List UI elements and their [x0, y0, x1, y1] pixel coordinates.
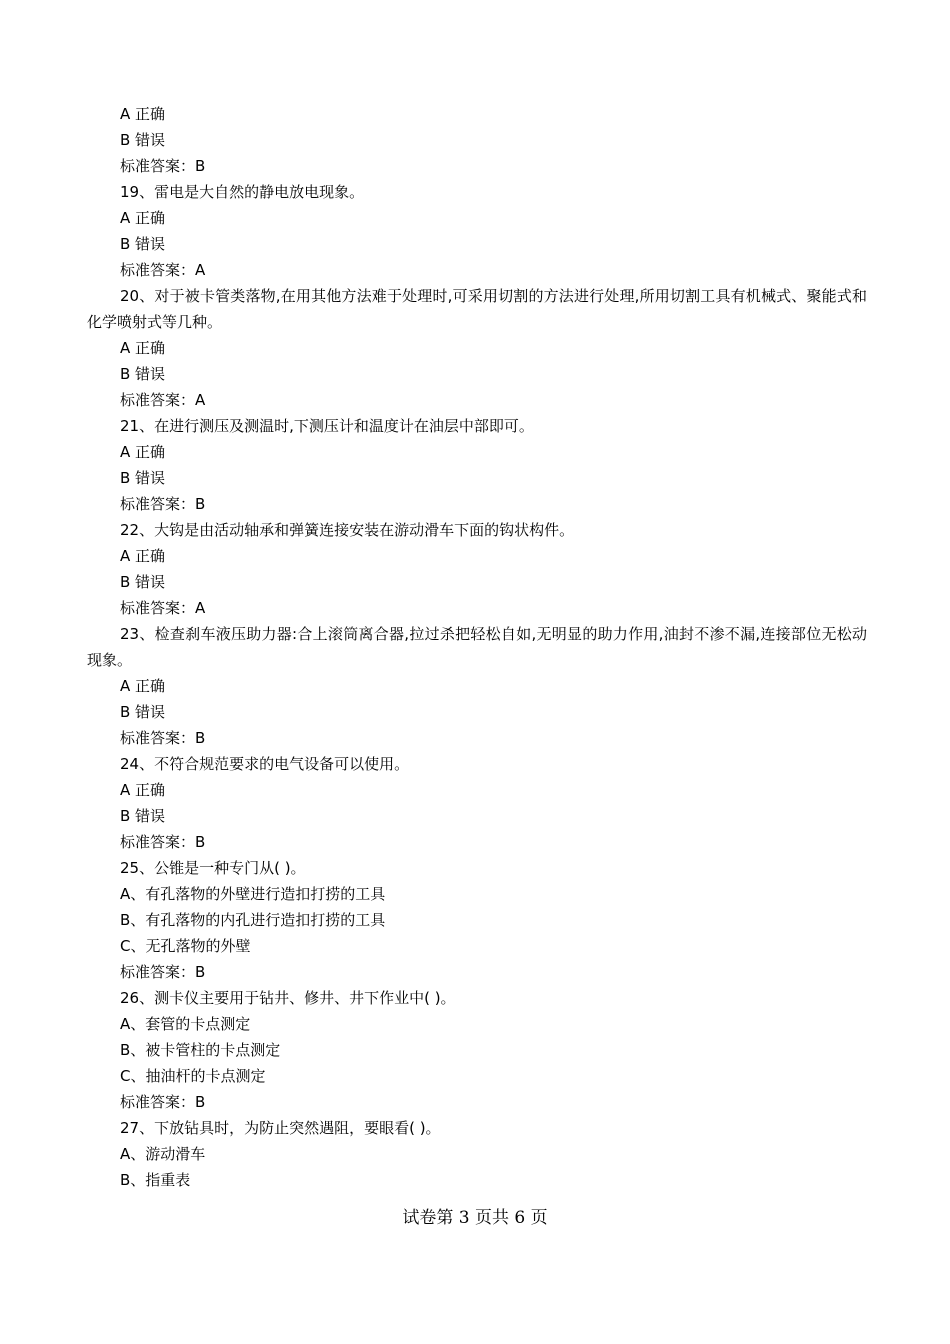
answer-line: 标准答案：B — [120, 1093, 206, 1111]
option-line: A 正确 — [120, 443, 166, 461]
option-line: A、有孔落物的外壁进行造扣打捞的工具 — [120, 885, 386, 903]
answer-line: 标准答案：A — [120, 599, 206, 617]
option-line: B、指重表 — [120, 1171, 191, 1189]
option-line: A、套管的卡点测定 — [120, 1015, 251, 1033]
option-line: B 错误 — [120, 235, 166, 253]
question-text: 27、下放钻具时，为防止突然遇阻，要眼看( )。 — [120, 1119, 441, 1137]
question-text: 22、大钩是由活动轴承和弹簧连接安装在游动滑车下面的钩状构件。 — [120, 521, 575, 539]
answer-line: 标准答案：B — [120, 495, 206, 513]
question-text: 25、公锥是一种专门从( )。 — [120, 859, 306, 877]
answer-line: 标准答案：A — [120, 391, 206, 409]
option-line: A 正确 — [120, 209, 166, 227]
option-line: B 错误 — [120, 365, 166, 383]
option-line: C、无孔落物的外壁 — [120, 937, 251, 955]
option-line: A 正确 — [120, 105, 166, 123]
option-line: A 正确 — [120, 677, 166, 695]
answer-line: 标准答案：A — [120, 261, 206, 279]
option-line: A、游动滑车 — [120, 1145, 206, 1163]
option-line: B 错误 — [120, 703, 166, 721]
option-line: B、有孔落物的内孔进行造扣打捞的工具 — [120, 911, 386, 929]
option-line: A 正确 — [120, 547, 166, 565]
question-text: 24、不符合规范要求的电气设备可以使用。 — [120, 755, 410, 773]
question-text: 20、对于被卡管类落物,在用其他方法难于处理时,可采用切割的方法进行处理,所用切割工具有机械式、聚能式和化学喷射式等几种。 — [87, 287, 867, 331]
question-list — [87, 101, 867, 1193]
answer-line: 标准答案：B — [120, 833, 206, 851]
option-line: B 错误 — [120, 131, 166, 149]
option-line: B 错误 — [120, 469, 166, 487]
option-line: C、抽油杆的卡点测定 — [120, 1067, 266, 1085]
option-line: A 正确 — [120, 339, 166, 357]
option-line: B 错误 — [120, 573, 166, 591]
page-footer: 试卷第 3 页共 6 页 — [402, 1208, 548, 1228]
answer-line: 标准答案：B — [120, 963, 206, 981]
option-line: B 错误 — [120, 807, 166, 825]
question-text: 19、雷电是大自然的静电放电现象。 — [120, 183, 365, 201]
option-line: A 正确 — [120, 781, 166, 799]
answer-line: 标准答案：B — [120, 729, 206, 747]
answer-line: 标准答案：B — [120, 157, 206, 175]
question-text: 21、在进行测压及测温时,下测压计和温度计在油层中部即可。 — [120, 417, 534, 435]
option-line: B、被卡管柱的卡点测定 — [120, 1041, 281, 1059]
question-text: 23、检查刹车液压助力器:合上滚筒离合器,拉过杀把轻松自如,无明显的助力作用,油封不渗不漏,连接部位无松动现象。 — [87, 625, 867, 669]
question-text: 26、测卡仪主要用于钻井、修井、井下作业中( )。 — [120, 989, 456, 1007]
